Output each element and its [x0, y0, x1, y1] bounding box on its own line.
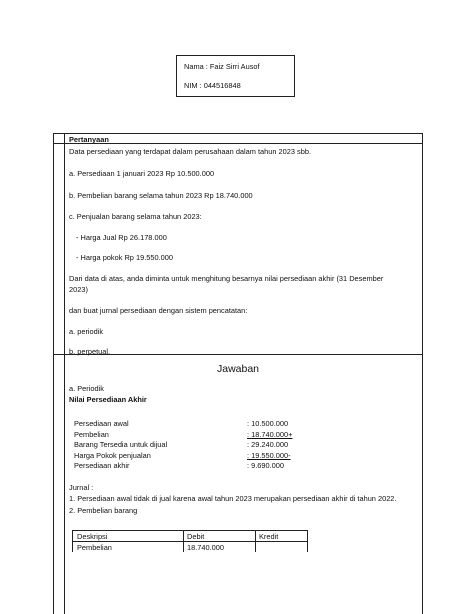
answer-row-label: Barang Tersedia untuk dijual: [74, 440, 168, 449]
question-item-c: c. Penjualan barang selama tahun 2023:: [69, 212, 202, 221]
answer-row-label: Harga Pokok penjualan: [74, 451, 151, 460]
answer-row-label: Pembelian: [74, 430, 109, 439]
journal-row-cell: 18.740.000: [187, 543, 224, 552]
student-name: Nama : Faiz Sirri Ausof: [184, 62, 260, 71]
journal-header-divider: [73, 541, 307, 542]
question-instruction-line-2: 2023): [69, 285, 88, 294]
question-item-a: a. Persediaan 1 januari 2023 Rp 10.500.000: [69, 169, 215, 178]
question-option-b: b. perpetual.: [69, 347, 111, 356]
answer-section-a: a. Periodik: [69, 384, 104, 393]
question-instruction-line-3: dan buat jurnal persediaan dengan sistem pencatatan:: [69, 306, 248, 315]
answer-subtitle: Nilai Persediaan Akhir: [69, 395, 147, 404]
student-nim: NIM : 044516848: [184, 81, 241, 90]
table-header-divider: [54, 143, 422, 144]
question-intro: Data persediaan yang terdapat dalam perusahaan dalam tahun 2023 sbb.: [69, 147, 312, 156]
question-item-b: b. Pembelian barang selama tahun 2023 Rp 18.740.000: [69, 191, 253, 200]
question-header: Pertanyaan: [69, 135, 109, 144]
question-harga-jual: - Harga Jual Rp 26.178.000: [76, 233, 167, 242]
answer-row-value: : 29.240.000: [247, 440, 289, 449]
answer-row-label: Persediaan akhir: [74, 461, 130, 470]
answer-row-value: : 10.500.000: [247, 419, 289, 428]
answer-row-value: : 18.740.000+: [247, 430, 293, 439]
jurnal-label: Jurnal :: [69, 483, 94, 492]
answer-row-label: Persediaan awal: [74, 419, 129, 428]
question-harga-pokok: - Harga pokok Rp 19.550.000: [76, 253, 173, 262]
answer-title: Jawaban: [216, 363, 260, 375]
journal-header-cell: Kredit: [259, 532, 279, 541]
jurnal-item-1: 1. Persediaan awal tidak di jual karena awal tahun 2023 merupakan persediaan akhir di tahun 2022.: [69, 494, 397, 503]
student-identity-box: [176, 55, 295, 97]
jurnal-item-2: 2. Pembelian barang: [69, 506, 138, 515]
question-instruction-line-1: Dari data di atas, anda diminta untuk menghitung besarnya nilai persediaan akhir (31 Desember: [69, 274, 384, 283]
journal-row-cell: Pembelian: [77, 543, 112, 552]
journal-header-cell: Debit: [187, 532, 205, 541]
journal-table: [72, 530, 308, 552]
answer-row-value: : 19.550.000-: [247, 451, 291, 460]
question-option-a: a. periodik: [69, 327, 104, 336]
journal-header-cell: Deskripsi: [77, 532, 108, 541]
answer-row-value: : 9.690.000: [247, 461, 284, 470]
